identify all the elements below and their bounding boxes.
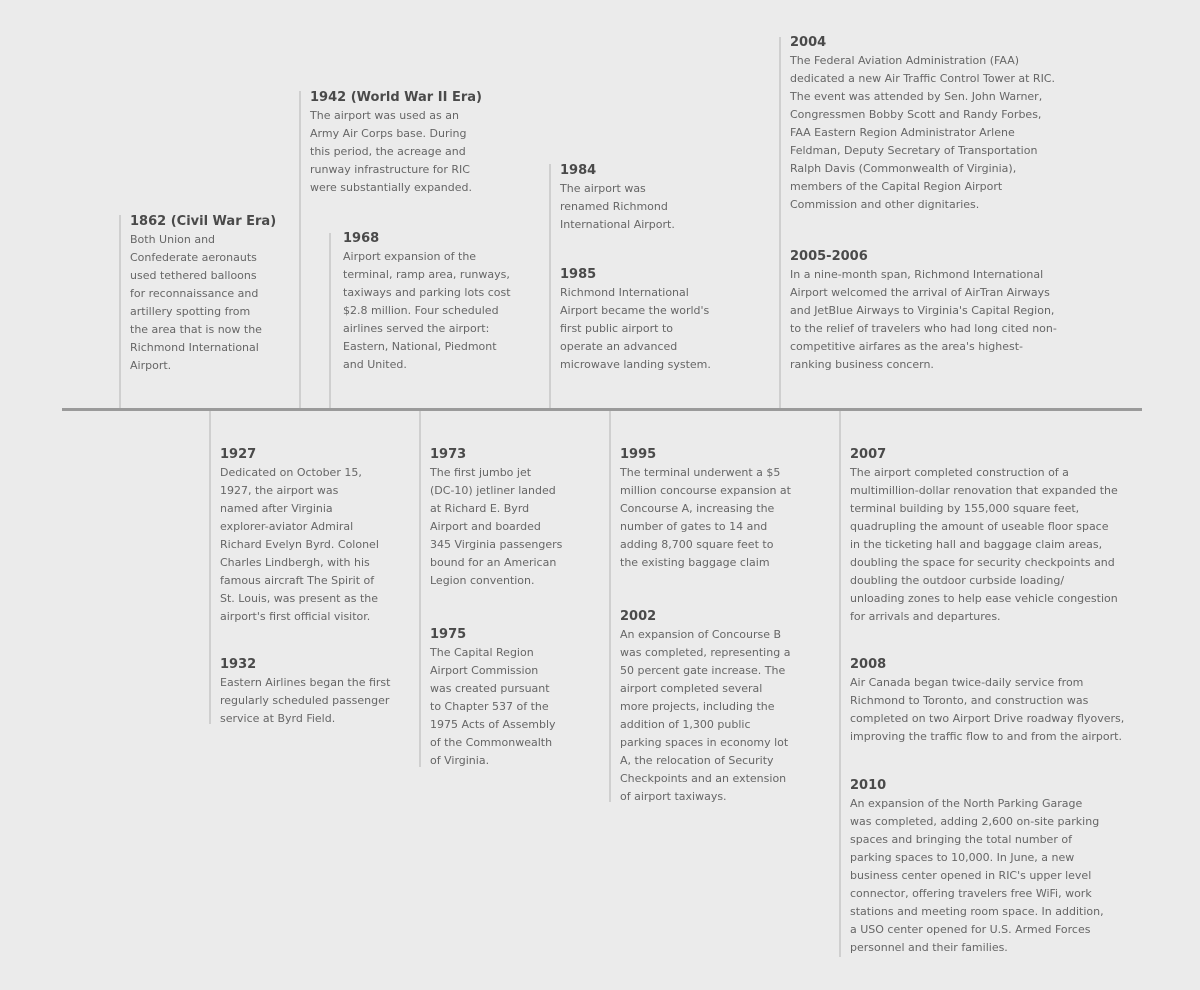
description-line: of the Commonwealth [430, 736, 553, 749]
description-line: Richmond to Toronto, and construction was [850, 694, 1089, 707]
entry-description [790, 266, 1057, 374]
entry-year: 1932 [220, 657, 257, 672]
entry-year: 2010 [850, 778, 887, 793]
timeline-axis [62, 408, 1142, 411]
description-line: million concourse expansion at [620, 484, 791, 497]
description-line: for arrivals and departures. [850, 610, 1001, 623]
description-line: explorer-aviator Admiral [220, 520, 354, 533]
description-line: 1975 Acts of Assembly [430, 718, 556, 731]
description-line: Airport Commission [430, 664, 539, 677]
entry-description [790, 52, 1055, 214]
entry-1927 [220, 446, 379, 626]
description-line: Airport welcomed the arrival of AirTran Airways [790, 286, 1050, 299]
entry-year: 2004 [790, 35, 827, 50]
description-line: regularly scheduled passenger [220, 694, 390, 707]
description-line: An expansion of Concourse B [620, 628, 782, 641]
description-line: The first jumbo jet [430, 466, 532, 479]
description-line: named after Virginia [220, 502, 333, 515]
description-line: Eastern, National, Piedmont [343, 340, 497, 353]
description-line: The event was attended by Sen. John Warner, [790, 90, 1043, 103]
description-line: Confederate aeronauts [130, 251, 257, 264]
description-line: renamed Richmond [560, 200, 668, 213]
description-line: airlines served the airport: [343, 322, 490, 335]
description-line: Both Union and [130, 233, 216, 246]
description-line: Airport expansion of the [343, 250, 477, 263]
description-line: ranking business concern. [790, 358, 934, 371]
entry-description [310, 107, 482, 197]
entry-2005-2006 [790, 248, 1057, 374]
entry-year: 1995 [620, 447, 657, 462]
description-line: The airport completed construction of a [850, 466, 1069, 479]
description-line: In a nine-month span, Richmond International [790, 268, 1044, 281]
entry-year: 1984 [560, 163, 597, 178]
description-line: competitive airfares as the area's highest- [790, 340, 1024, 353]
description-line: 50 percent gate increase. The [620, 664, 786, 677]
description-line: 345 Virginia passengers [430, 538, 563, 551]
description-line: microwave landing system. [560, 358, 711, 371]
entry-description [343, 248, 511, 374]
description-line: bound for an American [430, 556, 557, 569]
description-line: runway infrastructure for RIC [310, 163, 470, 176]
description-line: stations and meeting room space. In addition, [850, 905, 1104, 918]
connector-1942 [299, 91, 301, 408]
description-line: unloading zones to help ease vehicle congestion [850, 592, 1118, 605]
description-line: doubling the space for security checkpoints and [850, 556, 1115, 569]
description-line: was completed, adding 2,600 on-site parking [850, 815, 1100, 828]
entry-description [430, 464, 562, 590]
description-line: doubling the outdoor curbside loading/ [850, 574, 1065, 587]
description-line: number of gates to 14 and [620, 520, 768, 533]
entry-2004 [790, 34, 1055, 214]
description-line: The Capital Region [430, 646, 534, 659]
description-line: Feldman, Deputy Secretary of Transportation [790, 144, 1038, 157]
entry-year: 1975 [430, 627, 467, 642]
description-line: Congressmen Bobby Scott and Randy Forbes, [790, 108, 1042, 121]
description-line: airport's first official visitor. [220, 610, 371, 623]
description-line: was created pursuant [430, 682, 550, 695]
description-line: An expansion of the North Parking Garage [850, 797, 1083, 810]
entry-description [220, 674, 390, 728]
description-line: Ralph Davis (Commonwealth of Virginia), [790, 162, 1017, 175]
description-line: Legion convention. [430, 574, 535, 587]
description-line: the existing baggage claim [620, 556, 770, 569]
description-line: multimillion-dollar renovation that expanded the [850, 484, 1118, 497]
connector-1995 [609, 411, 611, 802]
description-line: Commission and other dignitaries. [790, 198, 980, 211]
description-line: addition of 1,300 public [620, 718, 751, 731]
entry-description [850, 795, 1104, 957]
entry-description [620, 464, 791, 572]
description-line: improving the traffic flow to and from the airport. [850, 730, 1122, 743]
entry-year: 2008 [850, 657, 887, 672]
entry-description [850, 674, 1124, 746]
entry-2002 [620, 608, 790, 806]
description-line: Richard Evelyn Byrd. Colonel [220, 538, 379, 551]
description-line: Concourse A, increasing the [620, 502, 775, 515]
description-line: first public airport to [560, 322, 673, 335]
description-line: famous aircraft The Spirit of [220, 574, 375, 587]
entry-description [130, 231, 276, 375]
description-line: Army Air Corps base. During [310, 127, 467, 140]
entry-1984 [560, 162, 675, 234]
description-line: $2.8 million. Four scheduled [343, 304, 499, 317]
description-line: to Chapter 537 of the [430, 700, 549, 713]
entry-year: 1968 [343, 231, 380, 246]
description-line: artillery spotting from [130, 305, 251, 318]
entry-1932 [220, 656, 390, 728]
description-line: Richmond International [130, 341, 259, 354]
description-line: Airport and boarded [430, 520, 541, 533]
entry-2008 [850, 656, 1124, 746]
entry-1942 [310, 89, 482, 197]
connector-1862 [119, 215, 121, 408]
description-line: Airport. [130, 359, 172, 372]
description-line: The Federal Aviation Administration (FAA) [790, 54, 1020, 67]
description-line: quadrupling the amount of useable floor space [850, 520, 1109, 533]
entry-year: 2002 [620, 609, 657, 624]
description-line: parking spaces in economy lot [620, 736, 789, 749]
description-line: and United. [343, 358, 407, 371]
entry-year: 1927 [220, 447, 257, 462]
connector-1927 [209, 411, 211, 724]
description-line: business center opened in RIC's upper level [850, 869, 1092, 882]
description-line: completed on two Airport Drive roadway flyovers, [850, 712, 1125, 725]
connector-2004 [779, 37, 781, 408]
entry-year: 1973 [430, 447, 467, 462]
description-line: FAA Eastern Region Administrator Arlene [790, 126, 1015, 139]
description-line: Charles Lindbergh, with his [220, 556, 370, 569]
entry-description [560, 180, 675, 234]
entry-description [850, 464, 1118, 626]
entry-year: 1862 (Civil War Era) [130, 214, 277, 229]
entry-1985 [560, 266, 711, 374]
entry-1975 [430, 626, 556, 770]
description-line: Checkpoints and an extension [620, 772, 787, 785]
description-line: for reconnaissance and [130, 287, 259, 300]
connector-1984 [549, 164, 551, 408]
description-line: operate an advanced [560, 340, 678, 353]
description-line: a USO center opened for U.S. Armed Forces [850, 923, 1091, 936]
description-line: personnel and their families. [850, 941, 1008, 954]
description-line: Air Canada began twice-daily service from [850, 676, 1084, 689]
description-line: (DC-10) jetliner landed [430, 484, 556, 497]
description-line: 1927, the airport was [220, 484, 339, 497]
description-line: International Airport. [560, 218, 675, 231]
description-line: Dedicated on October 15, [220, 466, 362, 479]
description-line: Airport became the world's [560, 304, 710, 317]
description-line: Richmond International [560, 286, 689, 299]
description-line: spaces and bringing the total number of [850, 833, 1072, 846]
description-line: the area that is now the [130, 323, 262, 336]
description-line: connector, offering travelers free WiFi, work [850, 887, 1092, 900]
description-line: used tethered balloons [130, 269, 257, 282]
description-line: this period, the acreage and [310, 145, 466, 158]
connector-1968 [329, 233, 331, 408]
description-line: and JetBlue Airways to Virginia's Capital Region, [790, 304, 1055, 317]
description-line: to the relief of travelers who had long cited non- [790, 322, 1057, 335]
connector-2007 [839, 411, 841, 957]
description-line: St. Louis, was present as the [220, 592, 379, 605]
entry-year: 2005-2006 [790, 249, 868, 264]
description-line: of Virginia. [430, 754, 490, 767]
description-line: The terminal underwent a $5 [620, 466, 781, 479]
entry-1862 [130, 213, 276, 375]
entry-description [620, 626, 790, 806]
description-line: adding 8,700 square feet to [620, 538, 774, 551]
description-line: A, the relocation of Security [620, 754, 774, 767]
description-line: terminal building by 155,000 square feet, [850, 502, 1080, 515]
description-line: were substantially expanded. [310, 181, 472, 194]
description-line: The airport was used as an [310, 109, 459, 122]
entry-year: 2007 [850, 447, 887, 462]
entry-description [220, 464, 379, 626]
description-line: parking spaces to 10,000. In June, a new [850, 851, 1075, 864]
description-line: at Richard E. Byrd [430, 502, 530, 515]
entry-description [430, 644, 556, 770]
entry-1995 [620, 446, 791, 572]
description-line: airport completed several [620, 682, 763, 695]
description-line: Eastern Airlines began the first [220, 676, 391, 689]
description-line: dedicated a new Air Traffic Control Tower at RIC. [790, 72, 1055, 85]
entry-year: 1942 (World War II Era) [310, 90, 482, 105]
description-line: more projects, including the [620, 700, 775, 713]
entry-2007 [850, 446, 1118, 626]
description-line: members of the Capital Region Airport [790, 180, 1003, 193]
description-line: terminal, ramp area, runways, [343, 268, 510, 281]
description-line: of airport taxiways. [620, 790, 727, 803]
description-line: service at Byrd Field. [220, 712, 336, 725]
entry-year: 1985 [560, 267, 597, 282]
entry-2010 [850, 777, 1104, 957]
description-line: The airport was [560, 182, 646, 195]
description-line: in the ticketing hall and baggage claim areas, [850, 538, 1103, 551]
entry-1973 [430, 446, 562, 590]
description-line: taxiways and parking lots cost [343, 286, 511, 299]
entry-description [560, 284, 711, 374]
entry-1968 [343, 230, 511, 374]
connector-1973 [419, 411, 421, 767]
description-line: was completed, representing a [620, 646, 791, 659]
